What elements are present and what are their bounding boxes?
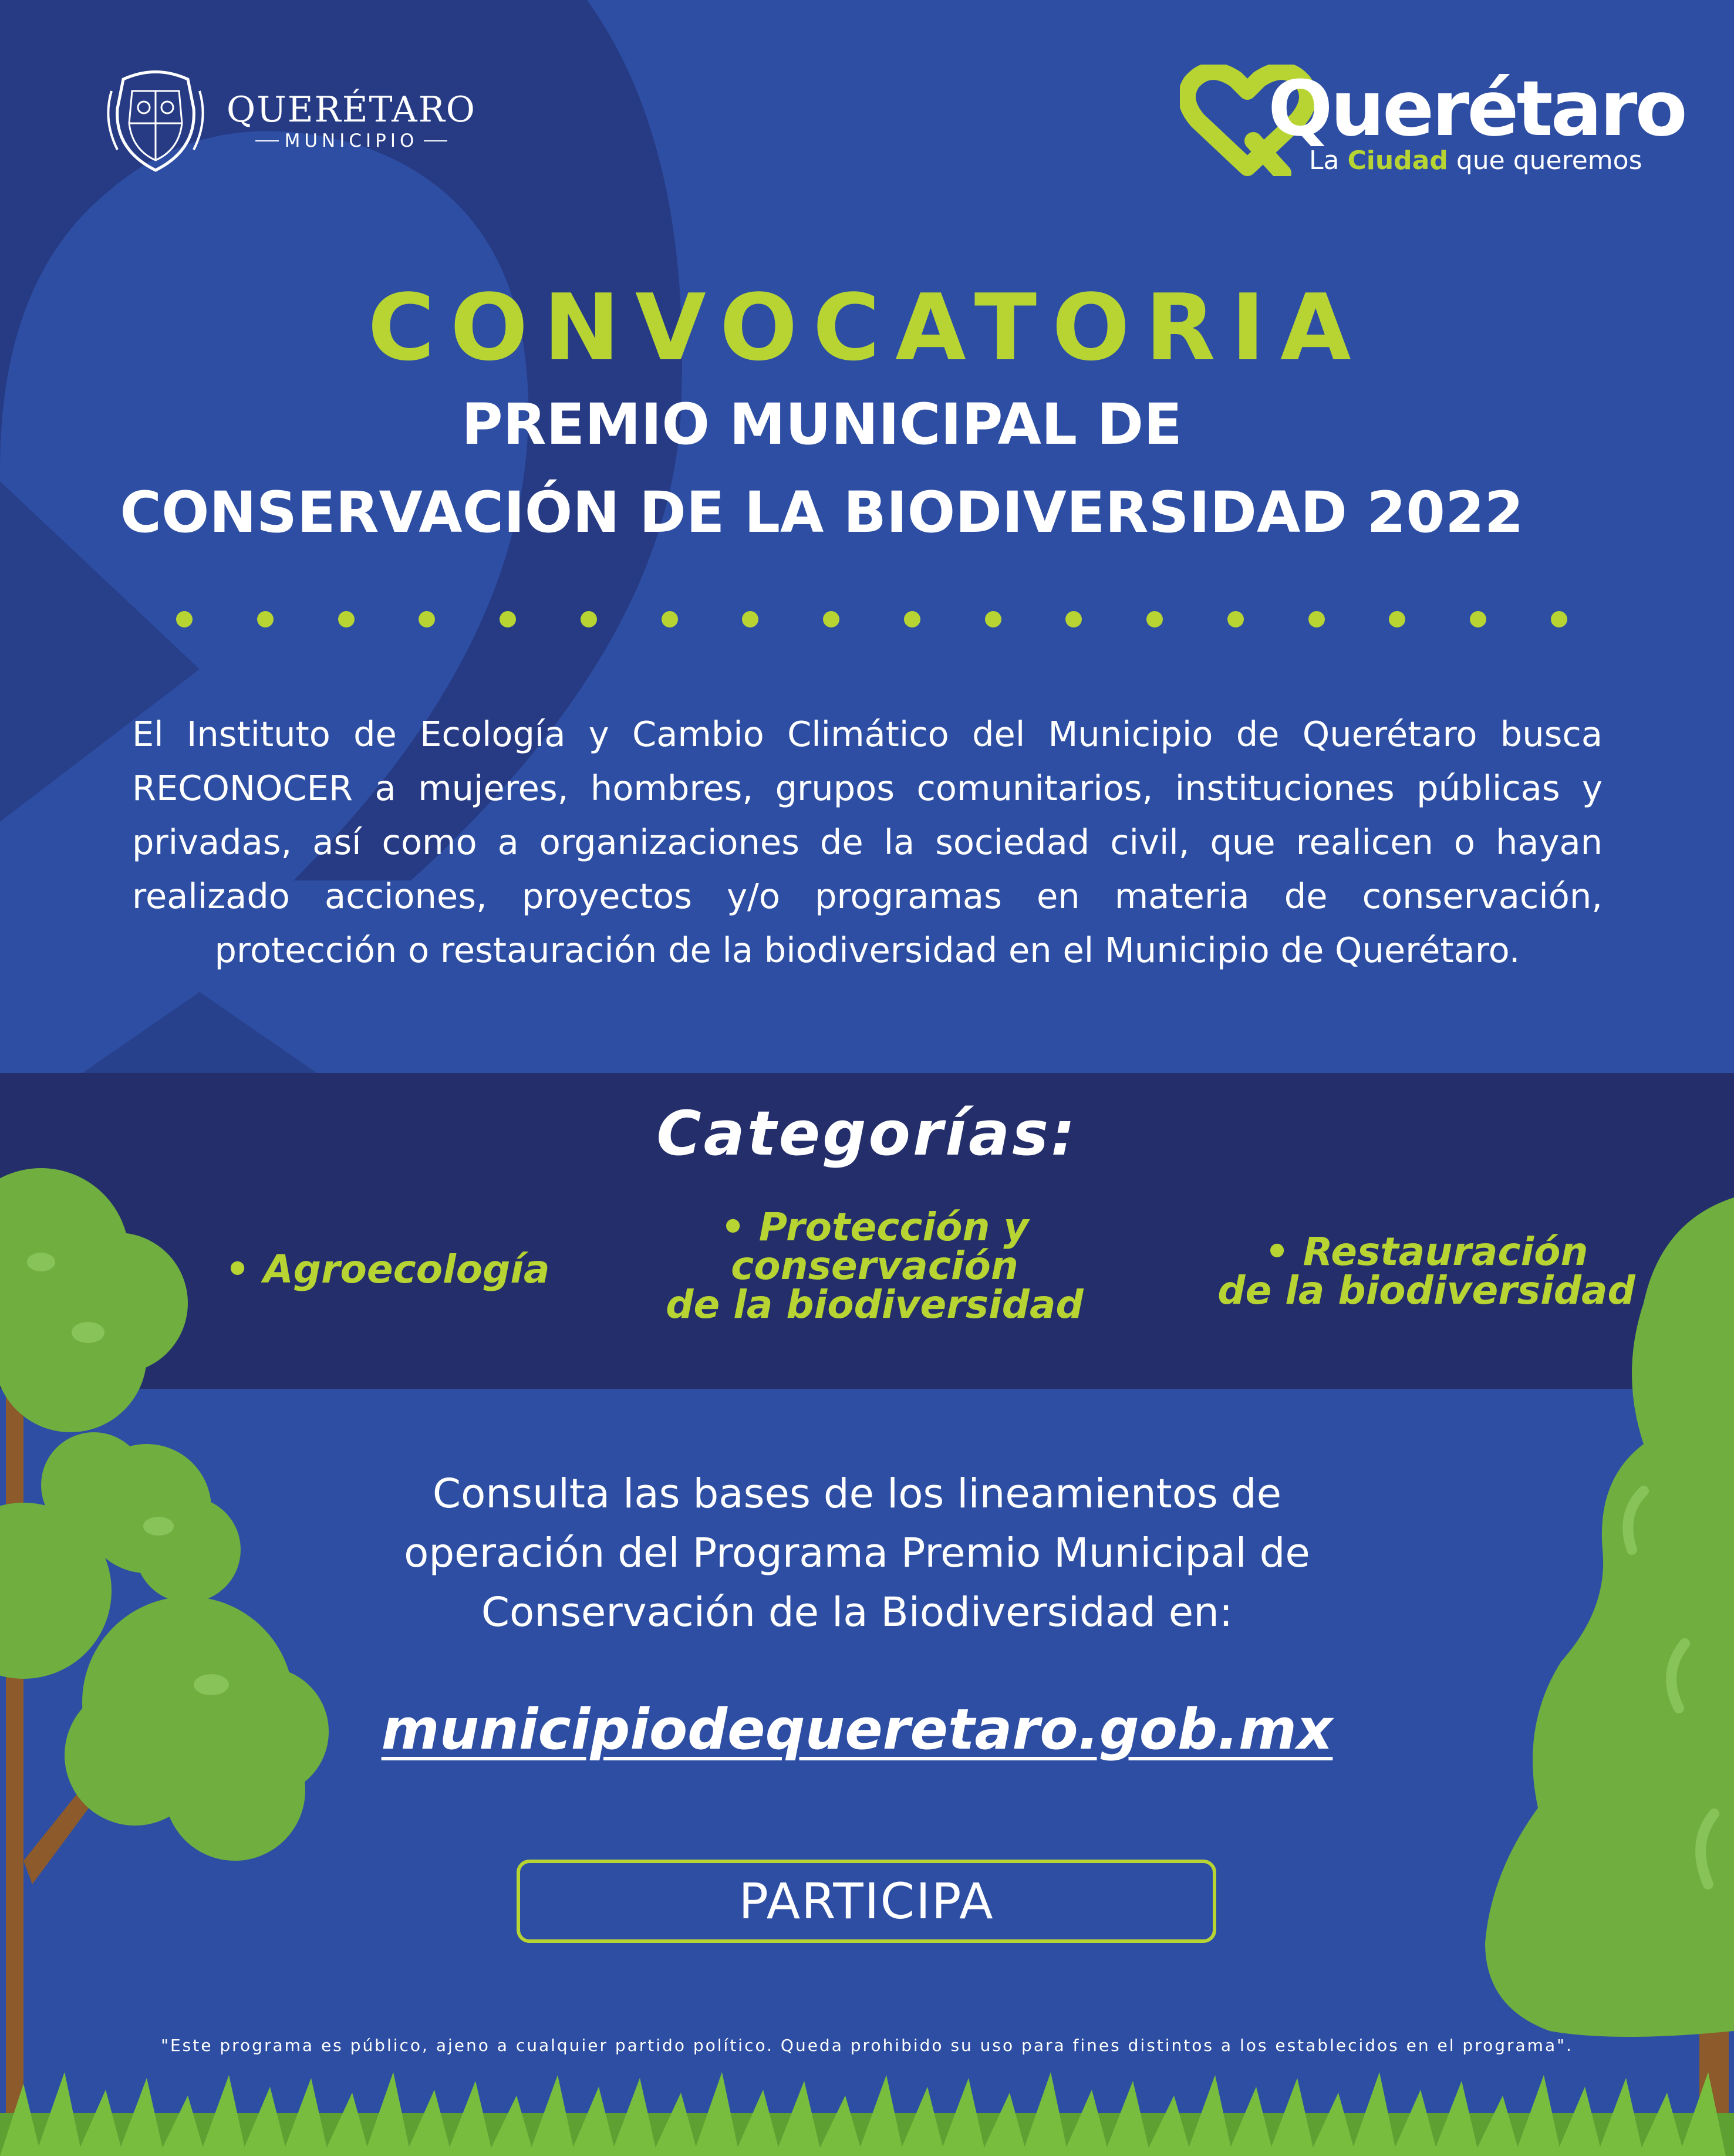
category-agroecologia: • Agroecología <box>225 1247 550 1292</box>
intro-paragraph: El Instituto de Ecología y Cambio Climático del Municipio de Querétaro busca RECONOCER a mujeres, hombres, grupos comunitarios, instituciones públicas y privadas, así como a organizaciones de la sociedad civil, que realicen o hayan realizado acciones, proyectos y/o programas en materia de conservación, protección o restauración de la biodiversidad en el Municipio de Querétaro. <box>132 714 1603 970</box>
right-tree-illustration <box>1468 1197 1734 2156</box>
convocatoria-heading: CONVOCATORIA <box>367 274 1367 381</box>
grass-strip <box>0 2060 1734 2156</box>
brand-wordmark: Querétaro <box>1268 64 1685 153</box>
coat-of-arms-icon <box>100 68 211 173</box>
brand-tagline: La Ciudad que queremos <box>1309 146 1642 176</box>
category-restauracion: • Restauración de la biodiversidad <box>1217 1229 1635 1313</box>
participa-button-label: PARTICIPA <box>738 1872 994 1930</box>
consult-text: Consulta las bases de los lineamientos de operación del Programa Premio Municipal de Conservación de la Biodiversidad en: <box>404 1470 1310 1636</box>
disclaimer-text: "Este programa es público, ajeno a cualquier partido político. Queda prohibido su uso para fines distintos a los establecidos en el programa". <box>161 2036 1573 2055</box>
title-line-2: CONSERVACIÓN DE LA BIODIVERSIDAD 2022 <box>120 480 1524 545</box>
municipality-name: QUERÉTARO <box>227 89 476 130</box>
left-tree-illustration <box>0 1168 340 2156</box>
municipality-subtitle: MUNICIPIO <box>284 130 419 151</box>
website-link[interactable]: municipiodequeretaro.gob.mx <box>381 1698 1333 1762</box>
categories-title: Categorías: <box>656 1098 1078 1169</box>
dotted-divider <box>176 608 1567 631</box>
category-proteccion: • Protección y conservación de la biodiversidad <box>666 1204 1084 1327</box>
municipality-logo <box>100 68 476 173</box>
title-line-1: PREMIO MUNICIPAL DE <box>461 392 1182 457</box>
participa-button[interactable] <box>517 1860 1216 1943</box>
queretaro-brand-logo <box>1180 59 1685 176</box>
